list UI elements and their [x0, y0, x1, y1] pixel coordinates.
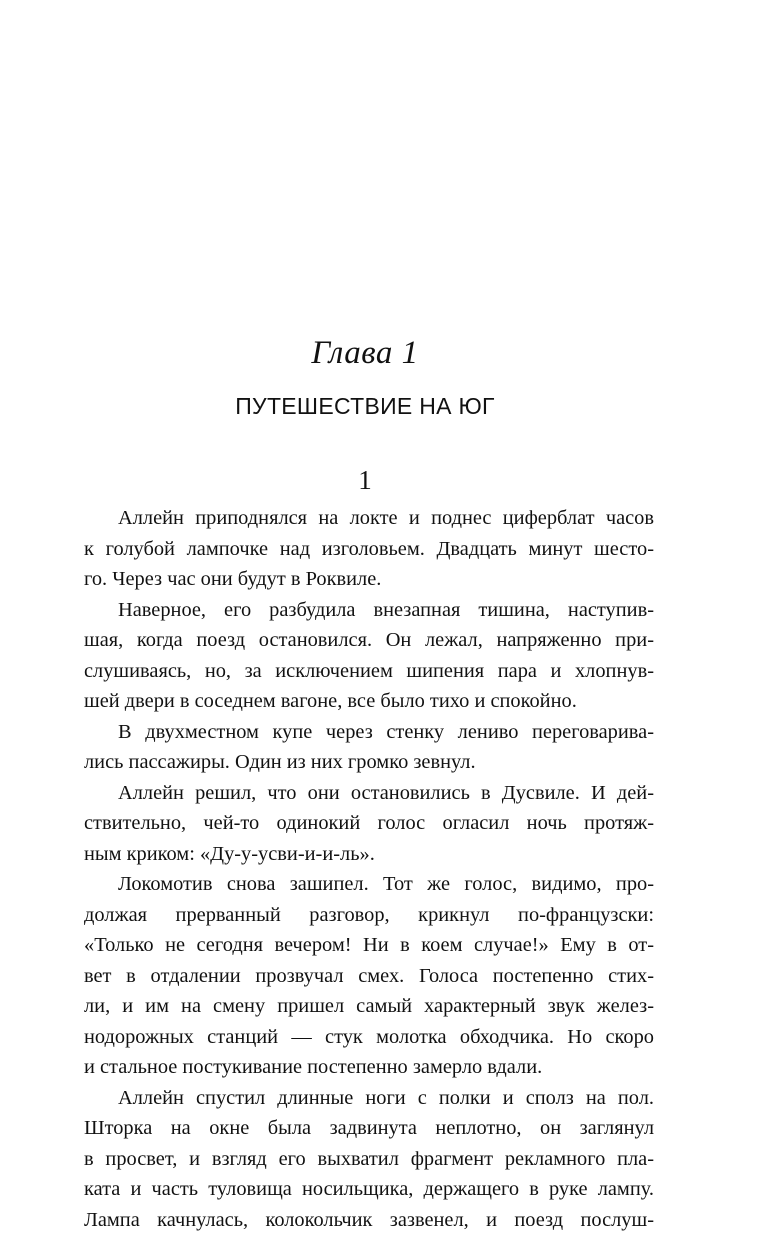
text-line: Аллейн приподнялся на локте и поднес циферблат часов — [118, 507, 654, 529]
text-line: лись пассажиры. Один из них громко зевнул. — [84, 751, 476, 773]
section-number: 1 — [358, 465, 372, 495]
text-line: к голубой лампочке над изголовьем. Двадцать минут шесто- — [84, 537, 654, 560]
text-line: ли, и им на смену пришел самый характерный звук желез- — [84, 995, 654, 1017]
text-line: Аллейн решил, что они остановились в Дусвиле. И дей- — [118, 781, 654, 804]
chapter-number: Глава 1 — [311, 335, 419, 371]
text-line: нодорожных станций — стук молотка обходчика. Но скоро — [84, 1025, 654, 1048]
text-line: должая прерванный разговор, крикнул по-французски: — [84, 903, 654, 926]
body-text — [84, 503, 654, 1235]
text-line: Аллейн спустил длинные ноги с полки и сполз на пол. — [118, 1086, 654, 1109]
text-line: «Только не сегодня вечером! Ни в коем случае!» Ему в от- — [84, 934, 654, 956]
text-line: В двухместном купе через стенку лениво переговарива- — [118, 720, 654, 743]
text-line: Локомотив снова зашипел. Тот же голос, видимо, про- — [118, 873, 654, 895]
text-line: ствительно, чей-то одинокий голос огласил ночь протяж- — [84, 812, 654, 834]
text-line: и стальное постукивание постепенно замерло вдали. — [84, 1056, 543, 1078]
chapter-title: ПУТЕШЕСТВИЕ НА ЮГ — [235, 393, 495, 419]
text-line: ным криком: «Ду-у-усви-и-и-ль». — [84, 842, 375, 865]
text-line: Шторка на окне была задвинута неплотно, он заглянул — [84, 1117, 654, 1139]
text-line: Лампа качнулась, колокольчик зазвенел, и поезд послуш- — [84, 1208, 654, 1231]
text-line: вет в отдалении прозвучал смех. Голоса постепенно стих- — [84, 964, 654, 987]
text-line: шая, когда поезд остановился. Он лежал, напряженно при- — [84, 629, 654, 651]
text-line: слушиваясь, но, за исключением шипения пара и хлопнув- — [84, 659, 654, 682]
text-line: шей двери в соседнем вагоне, все было тихо и спокойно. — [84, 690, 577, 712]
text-line: в просвет, и взгляд его выхватил фрагмент рекламного пла- — [84, 1147, 654, 1170]
text-line: ката и часть туловища носильщика, держащего в руке лампу. — [84, 1178, 654, 1200]
text-line: Наверное, его разбудила внезапная тишина, наступив- — [118, 598, 654, 621]
text-line: го. Через час они будут в Роквиле. — [84, 568, 382, 590]
